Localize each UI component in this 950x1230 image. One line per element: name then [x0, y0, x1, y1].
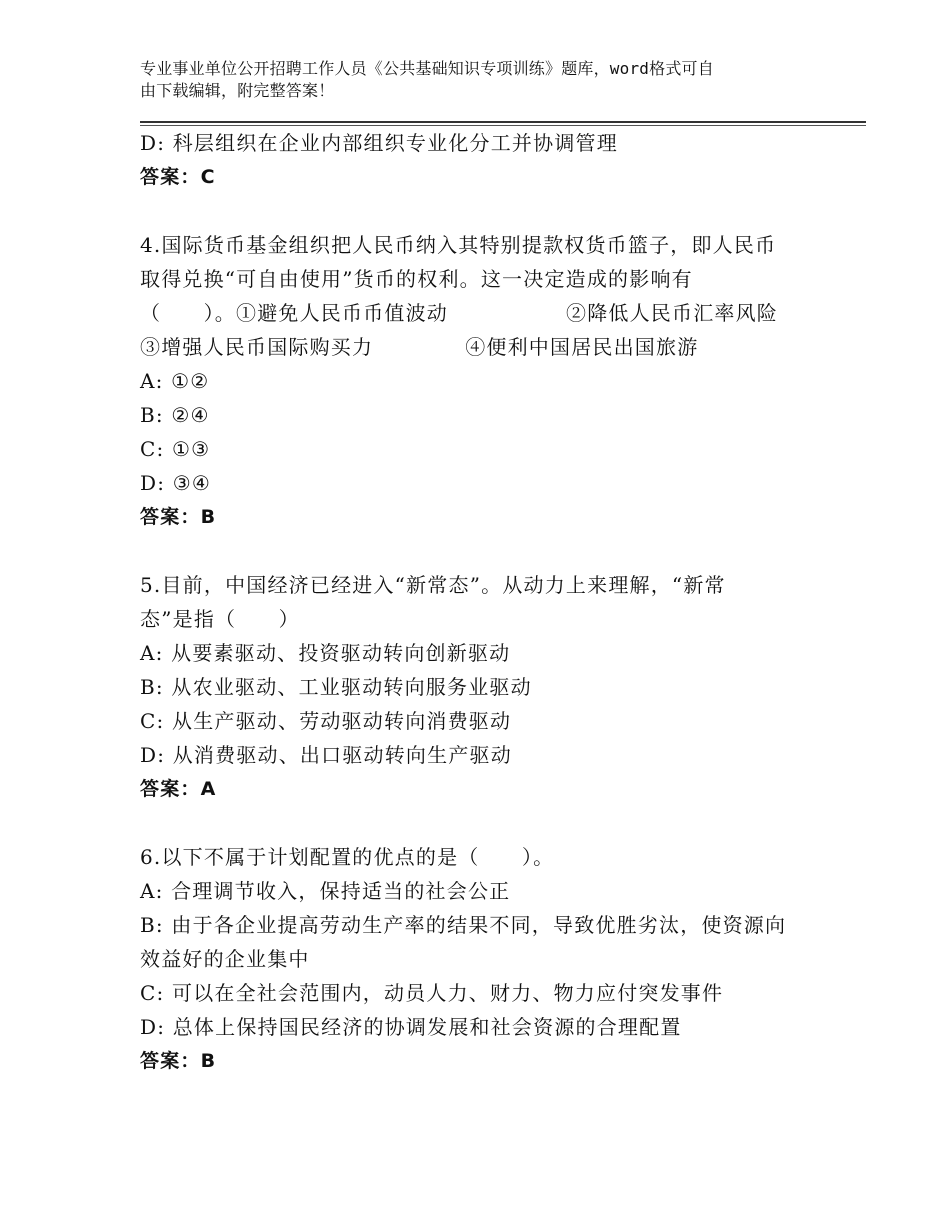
q4-item-4: ④便利中国居民出国旅游: [465, 335, 699, 359]
q6-stem: 6.以下不属于计划配置的优点的是（ ）。: [140, 845, 555, 869]
q6-option-c: C: 可以在全社会范围内，动员人力、财力、物力应付突发事件: [140, 981, 724, 1005]
q4-option-a: A: ①②: [140, 369, 210, 393]
q6-answer: 答案：B: [140, 1050, 217, 1072]
q5-option-c: C: 从生产驱动、劳动驱动转向消费驱动: [140, 709, 512, 733]
q4-item-3: ③增强人民币国际购买力: [140, 335, 374, 359]
q4-answer: 答案：B: [140, 506, 217, 528]
page-header: [140, 58, 820, 102]
q4-stem-line-4: [140, 330, 840, 364]
q4-stem-line-1: 4.国际货币基金组织把人民币纳入其特别提款权货币篮子，即人民币: [140, 233, 777, 257]
q5-option-a: A: 从要素驱动、投资驱动转向创新驱动: [140, 641, 511, 665]
header-line-1: 专业事业单位公开招聘工作人员《公共基础知识专项训练》题库，word格式可自: [140, 59, 714, 78]
q4-option-d: D: ③④: [140, 471, 211, 495]
q6-option-b-line-1: B: 由于各企业提高劳动生产率的结果不同，导致优胜劣汰，使资源向: [140, 913, 787, 937]
q5-answer: 答案：A: [140, 778, 217, 800]
q3-option-d: D: 科层组织在企业内部组织专业化分工并协调管理: [140, 131, 618, 155]
q5-option-b: B: 从农业驱动、工业驱动转向服务业驱动: [140, 675, 532, 699]
q5-option-d: D: 从消费驱动、出口驱动转向生产驱动: [140, 743, 512, 767]
spacer: [140, 194, 840, 228]
header-rule-thick: [140, 121, 866, 123]
q6-option-b-line-2: 效益好的企业集中: [140, 947, 310, 971]
q5-stem-line-2: 态”是指（ ）: [140, 607, 300, 631]
q4-option-b: B: ②④: [140, 403, 210, 427]
question-content: [140, 126, 840, 1078]
header-line-2: 由下载编辑，附完整答案！: [140, 81, 335, 100]
q4-stem-line-2: 取得兑换“可自由使用”货币的权利。这一决定造成的影响有: [140, 267, 693, 291]
q4-option-c: C: ①③: [140, 437, 211, 461]
spacer: [140, 534, 840, 568]
q3-answer: 答案：C: [140, 166, 216, 188]
q4-item-2: ②降低人民币汇率风险: [566, 301, 778, 325]
q4-stem-line-3: [140, 296, 840, 330]
q6-option-a: A: 合理调节收入，保持适当的社会公正: [140, 879, 511, 903]
q4-item-1: （ ）。①避免人民币币值波动: [140, 301, 448, 325]
q6-option-d: D: 总体上保持国民经济的协调发展和社会资源的合理配置: [140, 1015, 682, 1039]
spacer: [140, 806, 840, 840]
q5-stem-line-1: 5.目前，中国经济已经进入“新常态”。从动力上来理解，“新常: [140, 573, 726, 597]
